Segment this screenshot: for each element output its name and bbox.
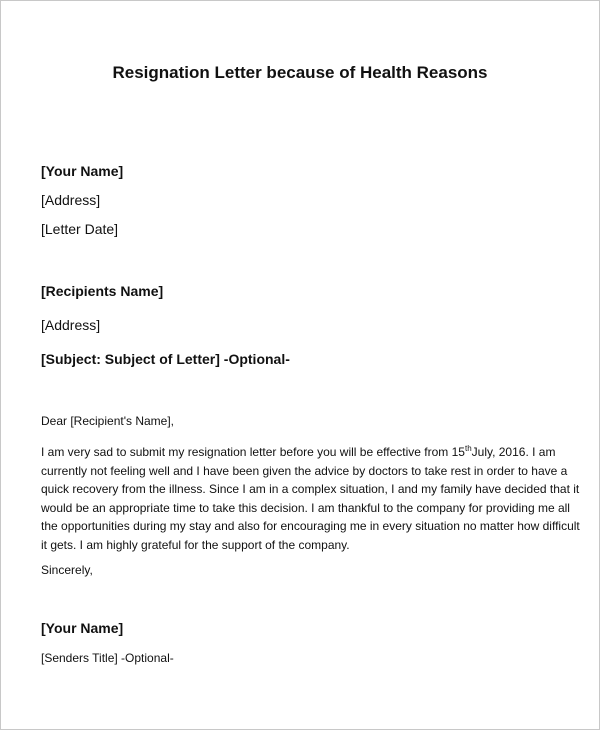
body-line-3: quick recovery from the illness. Since I am in a complex situation, I and my family have decided that it	[41, 482, 580, 497]
senders-title: [Senders Title] -Optional-	[41, 651, 174, 665]
body-line-5: the opportunities during my stay and also for encouraging me in every situation no matter how difficult	[41, 519, 580, 534]
body-line-1	[41, 443, 581, 462]
body-line-2: currently not feeling well and I have been given the advice by doctors to take rest in order to have a	[41, 463, 568, 478]
subject-line: [Subject: Subject of Letter] -Optional-	[41, 351, 290, 367]
recipient-address: [Address]	[41, 317, 101, 333]
body-line-1-end: July, 2016. I am	[471, 445, 556, 459]
document-title: Resignation Letter because of Health Reasons	[112, 63, 488, 82]
sender-address: [Address]	[41, 192, 101, 208]
body-line-1-start: I am very sad to submit my resignation letter before you will be effective from 15	[41, 445, 465, 459]
letter-date: [Letter Date]	[41, 221, 119, 237]
signature-name: [Your Name]	[41, 620, 124, 636]
body-line-6: it gets. I am highly grateful for the support of the company.	[41, 537, 350, 552]
letter-body	[41, 443, 581, 555]
body-line-4: would be an appropriate time to take this decision. I am thankful to the company for providing me all	[41, 500, 570, 515]
recipient-name: [Recipients Name]	[41, 283, 164, 299]
ordinal-suffix: th	[464, 444, 472, 453]
sender-name: [Your Name]	[41, 163, 124, 179]
salutation: Dear [Recipient's Name],	[41, 414, 175, 428]
closing: Sincerely,	[41, 563, 93, 577]
